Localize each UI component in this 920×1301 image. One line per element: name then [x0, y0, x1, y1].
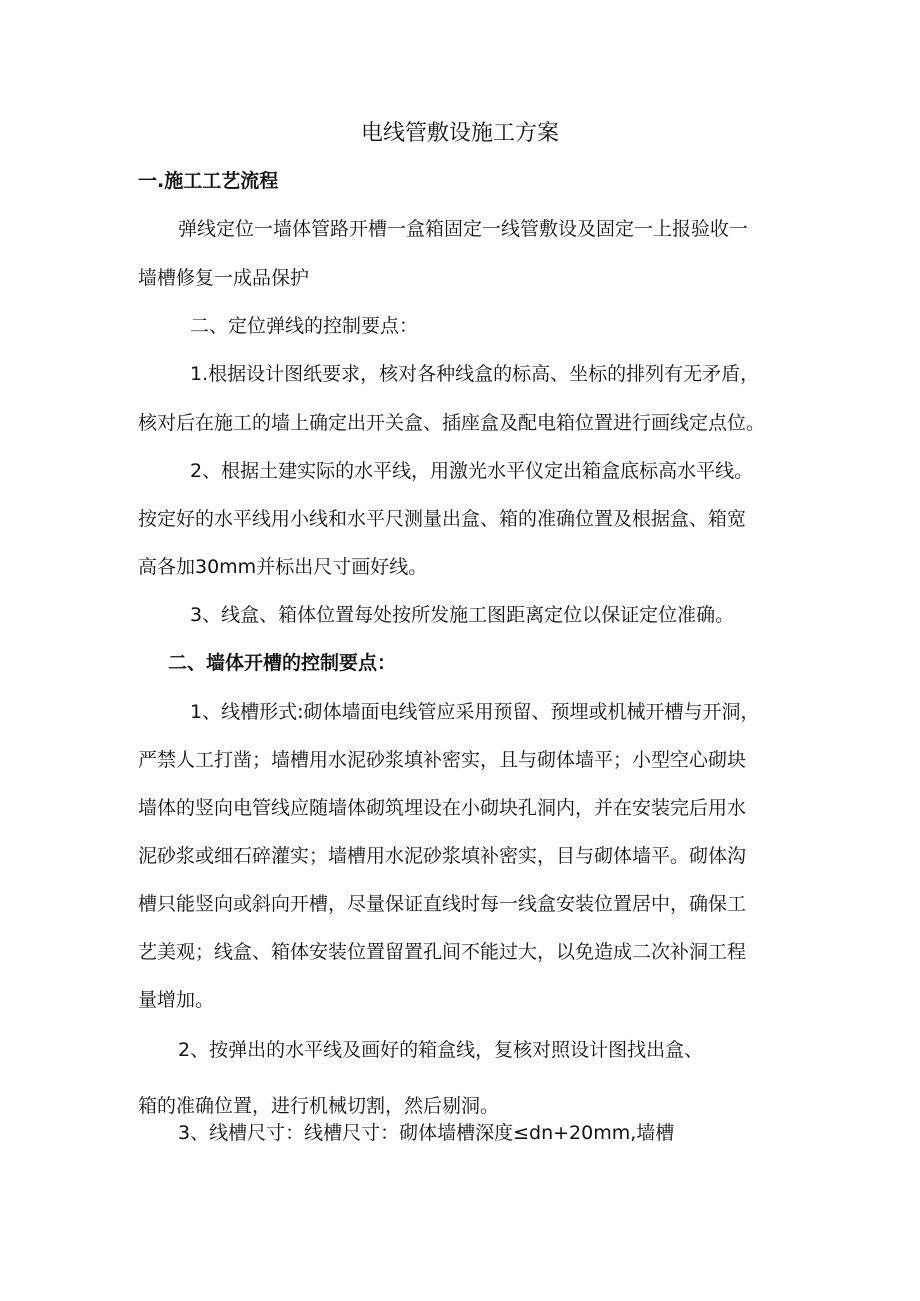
section-heading-wall-slotting: 二、墙体开槽的控制要点： [168, 652, 397, 674]
slotting-paragraph-1-line-1: 1、线槽形式:砌体墙面电线管应采用预留、预埋或机械开槽与开洞， [190, 701, 760, 723]
process-flow-line-1: 弹线定位一墙体管路开槽一盒箱固定一线管敷设及固定一上报验收一 [178, 218, 749, 240]
slotting-paragraph-2-line-2: 箱的准确位置，进行机械切割，然后剔洞。 [138, 1095, 500, 1117]
slotting-paragraph-1-line-3: 墙体的竖向电管线应随墙体砌筑埋设在小砌块孔洞内，并在安装完后用水 [138, 797, 747, 819]
section-heading-process: 一.施工工艺流程 [138, 170, 279, 192]
slotting-paragraph-1-line-2: 严禁人工打凿；墙槽用水泥砂浆填补密实，且与砌体墙平；小型空心砌块 [138, 749, 747, 771]
slotting-paragraph-1-line-7: 量增加。 [138, 989, 215, 1011]
slotting-paragraph-1-line-4: 泥砂浆或细石碎灌实；墙槽用水泥砂浆填补密实，目与砌体墙平。砌体沟 [138, 845, 747, 867]
slotting-paragraph-3-line-1: 3、线槽尺寸：线槽尺寸：砌体墙槽深度≤dn+20mm,墙槽 [178, 1122, 675, 1144]
slotting-paragraph-2-line-1: 2、按弹出的水平线及画好的箱盒线，复核对照设计图找出盒、 [178, 1039, 704, 1061]
process-flow-line-2: 墙槽修复一成品保护 [138, 267, 310, 289]
slotting-paragraph-1-line-6: 艺美观；线盒、箱体安装位置留置孔间不能过大，以免造成二次补洞工程 [138, 941, 747, 963]
positioning-paragraph-1-line-1: 1.根据设计图纸要求，核对各种线盒的标高、坐标的排列有无矛盾， [190, 363, 760, 385]
section-heading-positioning: 二、定位弹线的控制要点： [190, 315, 419, 337]
positioning-paragraph-2-line-2: 按定好的水平线用小线和水平尺测量出盒、箱的准确位置及根据盒、箱宽 [138, 508, 747, 530]
positioning-paragraph-2-line-3: 高各加30mm并标出尺寸画好线。 [138, 556, 428, 578]
document-title: 电线管敷设施工方案 [360, 121, 559, 146]
positioning-paragraph-2-line-1: 2、根据土建实际的水平线，用激光水平仪定出箱盒底标高水平线。 [190, 460, 754, 482]
positioning-paragraph-3-line-1: 3、线盒、箱体位置每处按所发施工图距离定位以保证定位准确。 [190, 604, 735, 626]
positioning-paragraph-1-line-2: 核对后在施工的墙上确定出开关盒、插座盒及配电箱位置进行画线定点位。 [138, 412, 766, 434]
slotting-paragraph-1-line-5: 槽只能竖向或斜向开槽，尽量保证直线时每一线盒安装位置居中，确保工 [138, 893, 747, 915]
